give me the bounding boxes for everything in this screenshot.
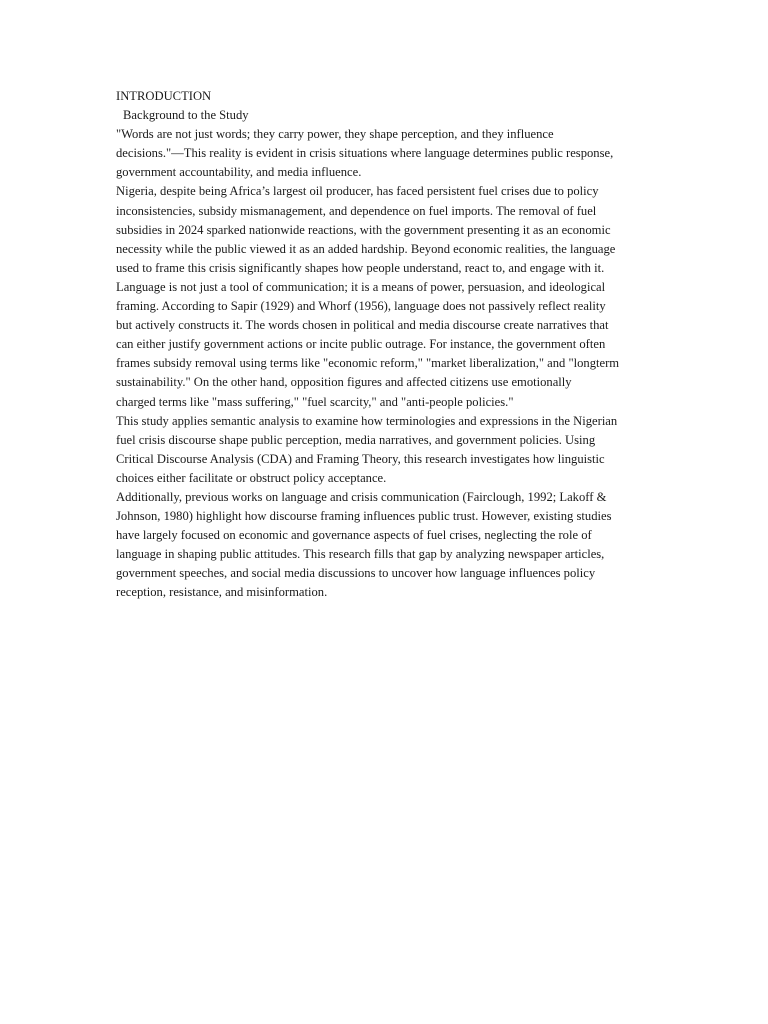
text-line: sustainability." On the other hand, opposition figures and affected citizens use emotionally [116,375,572,390]
text-line: Additionally, previous works on language and crisis communication (Fairclough, 1992; Lakoff & [116,489,607,504]
paragraph-quote [116,125,661,182]
text-line: charged terms like "mass suffering," "fuel scarcity," and "anti-people policies." [116,394,514,409]
document-body [116,87,661,603]
text-line: have largely focused on economic and governance aspects of fuel crises, neglecting the role of [116,528,592,543]
paragraph-previous-works [116,488,661,603]
text-line: Critical Discourse Analysis (CDA) and Framing Theory, this research investigates how linguistic [116,451,605,466]
text-line: fuel crisis discourse shape public perception, media narratives, and government policies. Using [116,432,596,447]
text-line: decisions."—This reality is evident in crisis situations where language determines public response, [116,146,614,161]
text-line: Language is not just a tool of communication; it is a means of power, persuasion, and ideological [116,279,606,294]
text-line: framing. According to Sapir (1929) and Whorf (1956), language does not passively reflect reality [116,299,606,314]
paragraph-language [116,278,661,412]
text-line: inconsistencies, subsidy mismanagement, and dependence on fuel imports. The removal of fuel [116,203,597,218]
text-line: choices either facilitate or obstruct policy acceptance. [116,470,387,485]
section-subheading: Background to the Study [123,108,249,123]
section-heading: INTRODUCTION [116,89,212,103]
text-line: Nigeria, despite being Africa’s largest oil producer, has faced persistent fuel crises due to policy [116,184,599,199]
text-line: This study applies semantic analysis to examine how terminologies and expressions in the Nigerian [116,413,618,428]
text-line: but actively constructs it. The words chosen in political and media discourse create narratives that [116,318,609,333]
text-line: necessity while the public viewed it as an added hardship. Beyond economic realities, the language [116,241,616,256]
paragraph-nigeria [116,182,661,277]
paragraph-study [116,412,661,488]
text-line: reception, resistance, and misinformation. [116,585,328,600]
text-line: language in shaping public attitudes. This research fills that gap by analyzing newspaper articles, [116,547,605,562]
text-line: subsidies in 2024 sparked nationwide reactions, with the government presenting it as an economic [116,222,611,237]
text-line: government accountability, and media influence. [116,165,362,180]
text-line: frames subsidy removal using terms like "economic reform," "market liberalization," and "longterm [116,356,620,371]
text-line: Johnson, 1980) highlight how discourse framing influences public trust. However, existing studies [116,509,612,524]
text-line: government speeches, and social media discussions to uncover how language influences policy [116,566,596,581]
text-line: used to frame this crisis significantly shapes how people understand, react to, and engage with it. [116,260,605,275]
text-line: "Words are not just words; they carry power, they shape perception, and they influence [116,127,554,142]
text-line: can either justify government actions or incite public outrage. For instance, the government often [116,337,606,352]
